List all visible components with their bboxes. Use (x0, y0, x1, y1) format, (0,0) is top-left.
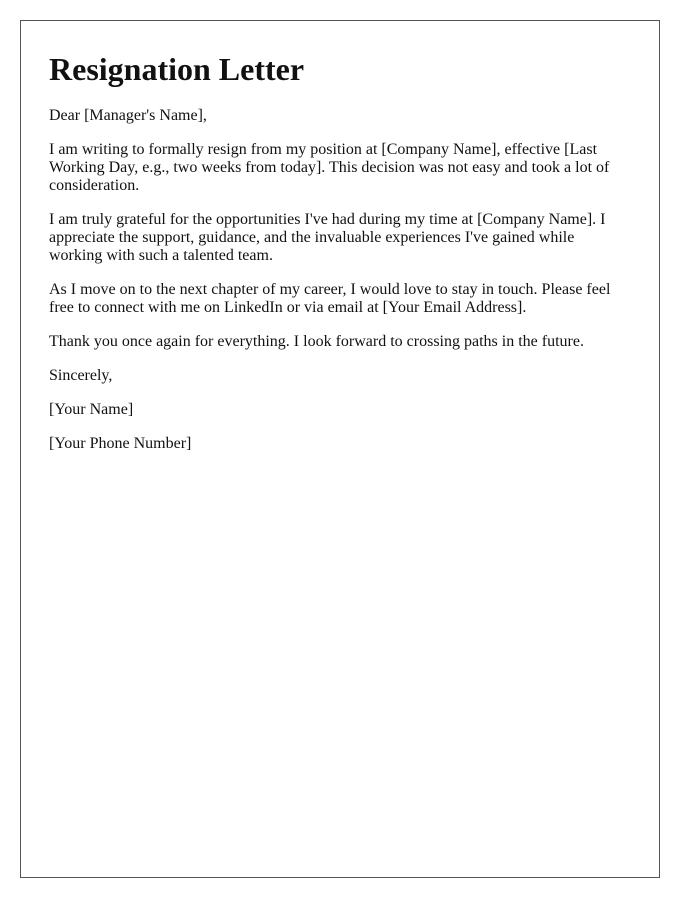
letter-paragraph-3: As I move on to the next chapter of my career, I would love to stay in touch. Please feel free to connect with me on LinkedIn or via email at [Your Email Address]. (49, 281, 611, 316)
signature-phone: [Your Phone Number] (49, 435, 192, 452)
letter-title: Resignation Letter (49, 51, 305, 87)
letter-paragraph-1: I am writing to formally resign from my position at [Company Name], effective [Last Working Day, e.g., two weeks from today]. This decision was not easy and took a lot of consideration. (49, 141, 610, 194)
signature-name: [Your Name] (49, 401, 134, 418)
letter-paragraph-4: Thank you once again for everything. I look forward to crossing paths in the future. (49, 333, 584, 350)
letter-paragraph-2: I am truly grateful for the opportunities I've had during my time at [Company Name]. I appreciate the support, guidance, and the invaluable experiences I've gained while working with such a talented team. (49, 211, 606, 264)
letter-greeting: Dear [Manager's Name], (49, 107, 207, 124)
letter-closing: Sincerely, (49, 367, 113, 384)
letter-page (20, 20, 660, 878)
